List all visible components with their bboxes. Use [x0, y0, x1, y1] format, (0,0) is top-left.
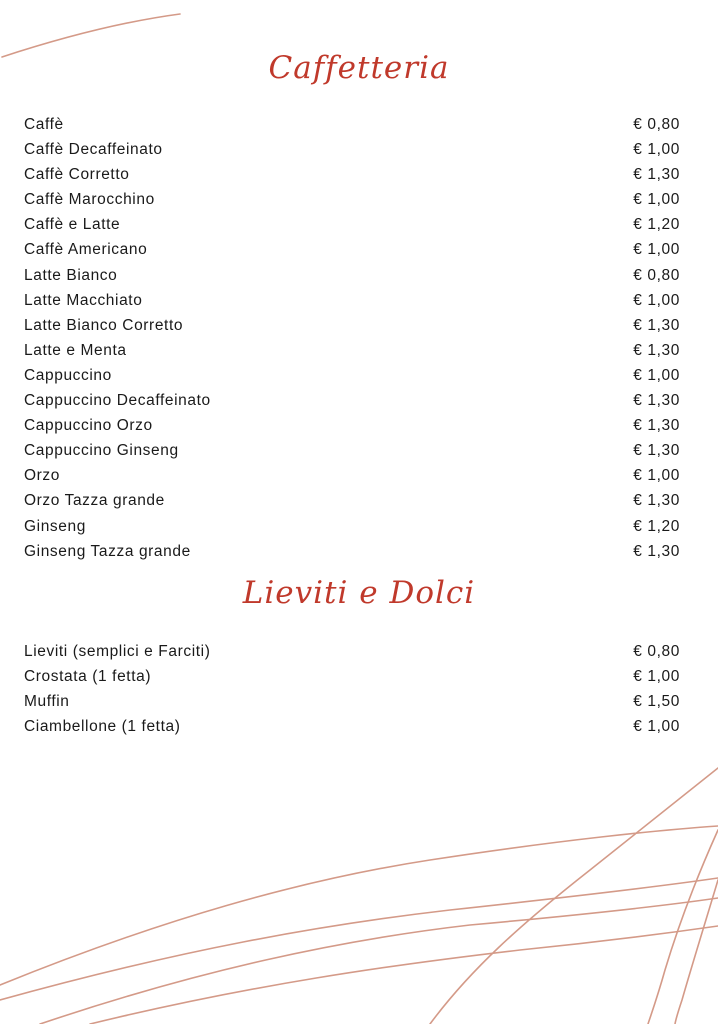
menu-item-name: Muffin [24, 693, 70, 711]
menu-item [24, 693, 680, 718]
menu-item-price: € 1,00 [633, 718, 680, 736]
menu-item [24, 267, 680, 292]
menu-item-name: Caffè Americano [24, 241, 148, 259]
menu-item [24, 367, 680, 392]
menu-item [24, 141, 680, 166]
menu-item-price: € 1,00 [633, 191, 680, 209]
bottom-swirl-line-4 [90, 926, 718, 1024]
menu-item-name: Cappuccino [24, 366, 112, 384]
menu-item [24, 467, 680, 492]
menu-item-price: € 1,00 [633, 366, 680, 384]
menu-item [24, 292, 680, 317]
menu-item [24, 668, 680, 693]
menu-item [24, 116, 680, 141]
menu-item [24, 342, 680, 367]
menu-item [24, 543, 680, 568]
menu-item [24, 216, 680, 241]
menu-item [24, 643, 680, 668]
menu-item-price: € 0,80 [633, 266, 680, 284]
menu-item-price: € 1,30 [633, 417, 680, 435]
menu-item-name: Latte Bianco [24, 266, 118, 284]
menu-item [24, 442, 680, 467]
menu-item-name: Caffè Decaffeinato [24, 141, 163, 159]
menu-item-name: Ginseng Tazza grande [24, 542, 191, 560]
menu-item-price: € 1,30 [633, 341, 680, 359]
menu-item-name: Latte e Menta [24, 341, 127, 359]
menu-item [24, 241, 680, 266]
menu-item-price: € 1,00 [633, 141, 680, 159]
menu-item-price: € 1,30 [633, 392, 680, 410]
menu-item-price: € 1,30 [633, 316, 680, 334]
menu-item-name: Latte Macchiato [24, 291, 143, 309]
menu-item-price: € 1,50 [633, 693, 680, 711]
menu-item-price: € 1,30 [633, 542, 680, 560]
menu-item-name: Lieviti (semplici e Farciti) [24, 643, 211, 660]
menu-item-name: Orzo Tazza grande [24, 492, 165, 510]
bottom-swirl-line-3 [40, 898, 718, 1024]
menu-item-name: Caffè Corretto [24, 166, 130, 184]
menu-item-price: € 1,20 [633, 216, 680, 234]
menu-item-price: € 0,80 [633, 116, 680, 133]
menu-item-name: Cappuccino Decaffeinato [24, 392, 211, 410]
menu-item-name: Orzo [24, 467, 60, 485]
menu-item-name: Cappuccino Orzo [24, 417, 153, 435]
menu-item-price: € 0,80 [633, 643, 680, 660]
menu-item [24, 317, 680, 342]
menu-item [24, 492, 680, 517]
menu-item [24, 718, 680, 743]
menu-item-name: Ciambellone (1 fetta) [24, 718, 181, 736]
menu-item [24, 518, 680, 543]
menu-item [24, 417, 680, 442]
menu-item-price: € 1,00 [633, 467, 680, 485]
menu-item-name: Ginseng [24, 517, 86, 535]
menu-item-price: € 1,30 [633, 442, 680, 460]
menu-item [24, 191, 680, 216]
section-title-lieviti-e-dolci: Lieviti e Dolci [242, 575, 476, 611]
menu-item-price: € 1,00 [633, 291, 680, 309]
menu-item-price: € 1,30 [633, 166, 680, 184]
section-title-caffetteria: Caffetteria [268, 50, 450, 86]
menu-item-name: Crostata (1 fetta) [24, 668, 152, 686]
menu-list-caffetteria [24, 116, 680, 568]
bottom-swirl-line-1 [0, 826, 718, 985]
menu-item [24, 392, 680, 417]
menu-item-name: Latte Bianco Corretto [24, 316, 184, 334]
menu-item-name: Caffè e Latte [24, 216, 121, 234]
menu-list-lieviti-e-dolci [24, 643, 680, 743]
menu-item-name: Cappuccino Ginseng [24, 442, 179, 460]
menu-item-price: € 1,00 [633, 241, 680, 259]
bottom-swirl-line-2 [0, 878, 718, 1000]
menu-item-price: € 1,00 [633, 668, 680, 686]
menu-item-name: Caffè Marocchino [24, 191, 155, 209]
menu-item-price: € 1,20 [633, 517, 680, 535]
menu-item [24, 166, 680, 191]
menu-item-name: Caffè [24, 116, 64, 133]
menu-item-price: € 1,30 [633, 492, 680, 510]
